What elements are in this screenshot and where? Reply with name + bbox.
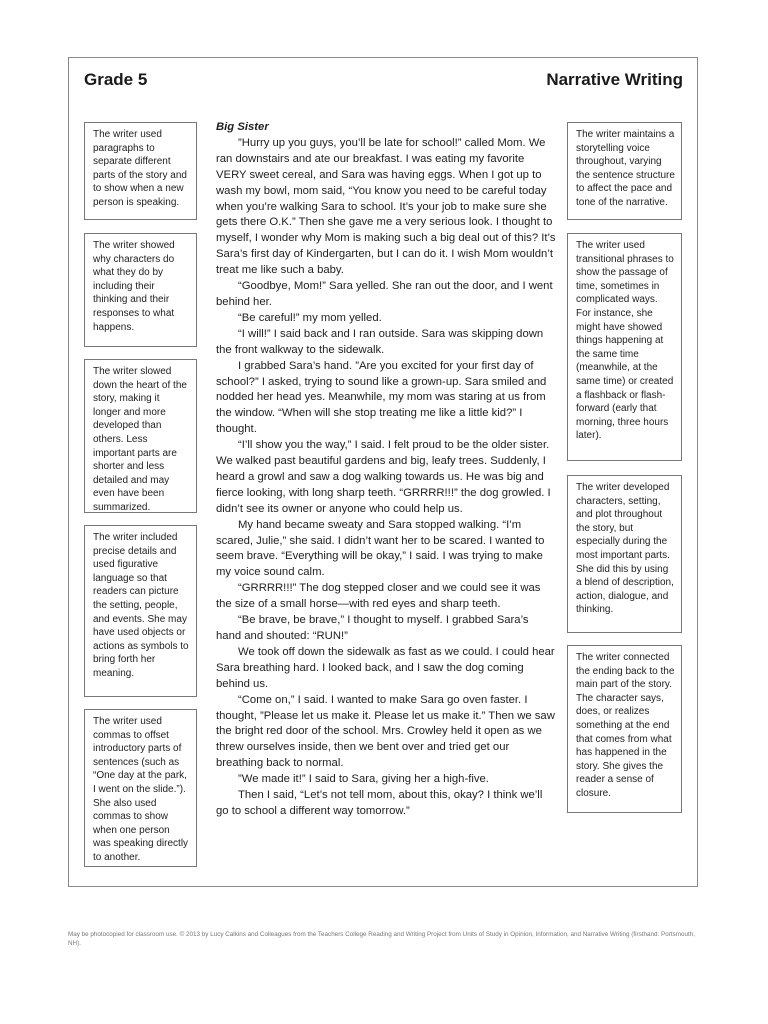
story-text: [216, 120, 556, 820]
left-note-precise-details: [84, 525, 197, 697]
left-note-why-characters: [84, 233, 197, 347]
note-text: The writer slowed down the heart of the story, making it longer and more developed than others. Less important parts are shorter and less detailed and may even have been summarized.: [93, 366, 187, 513]
note-text: The writer connected the ending back to the main part of the story. The character says, does, or realizes something at the end that comes from what has happened in the story. She gives the reader a sense of closure.: [576, 652, 675, 799]
left-note-heart-of-story: [84, 359, 197, 513]
story-title: Big Sister: [216, 121, 269, 133]
right-note-storytelling-voice: [567, 122, 682, 220]
story-paragraph: Then I said, “Let’s not tell mom, about this, okay? I think we’ll go to school a different way tomorrow.”: [216, 789, 543, 817]
right-note-ending: [567, 645, 682, 813]
right-note-transitions: [567, 233, 682, 461]
left-note-commas: [84, 709, 197, 867]
story-paragraph: ”We made it!” I said to Sara, giving her a high-five.: [238, 773, 489, 786]
story-paragraph: “Come on,” I said. I wanted to make Sara go oven faster. I thought, ”Please let us make it. Please let us make it.” Then we saw the bright red door of the school. Mrs. Crowley held it open as we threw ourselves inside, then we bent over and tried get our breathing back to normal.: [216, 693, 555, 770]
note-text: The writer developed characters, setting, and plot throughout the story, but especially during the most important parts. She did this by using a blend of description, action, dialogue, and thinking.: [576, 482, 674, 616]
story-paragraph: My hand became sweaty and Sara stopped walking. “I’m scared, Julie,” she said. I didn’t want her to be scared. I wanted to seem brave. “Everything will be okay,” I said. I was trying to make my voice sound calm.: [216, 518, 545, 579]
left-note-paragraphs: [84, 122, 197, 220]
story-paragraph: We took off down the sidewalk as fast as we could. I could hear Sara breathing hard. I looked back, and I saw the dog coming behind us.: [216, 645, 555, 690]
right-note-development: [567, 475, 682, 633]
genre-title: Narrative Writing: [546, 70, 683, 89]
story-paragraph: ”Hurry up you guys, you’ll be late for school!” called Mom. We ran downstairs and ate our breakfast. I was eating my favorite VERY sweet cereal, and Sara was having eggs. When I got up to wash my bowl, mom said, “You know you need to be careful today when you’re walking Sara to school. It’s your job to make sure she gets there O.K.” Then she gave me a very serious look. I thought to myself, I wonder why Mom is making such a big deal out of this? It’s Sara’s first day of Kindergarten, but I can do it. I wish Mom wouldn’t treat me like such a baby.: [216, 136, 556, 277]
story-paragraph: I grabbed Sara’s hand. ”Are you excited for your first day of school?” I asked, trying to sound like a grown-up. Sara smiled and nodded her head yes. Meanwhile, my mom was staring at us from the window. “When will she stop treating me like a little kid?” I thought.: [216, 359, 547, 436]
copyright-footer: May be photocopied for classroom use. © 2013 by Lucy Calkins and Colleagues from the Teachers College Reading and Writing Project from Units of Study in Opinion, Information, and Narrative Writing (firsthand: Portsmouth, NH).: [68, 931, 695, 947]
note-text: The writer showed why characters do what they do by including their thinking and their responses to what happens.: [93, 240, 175, 333]
note-text: The writer used commas to offset introductory parts of sentences (such as “One day at the park, I went on the slide.”). She also used commas to show when one person was speaking directly to another.: [93, 716, 189, 863]
story-paragraph: “Be brave, be brave,” I thought to myself. I grabbed Sara’s hand and shouted: “RUN!”: [216, 614, 529, 642]
story-paragraph: “Goodbye, Mom!” Sara yelled. She ran out the door, and I went behind her.: [216, 280, 553, 308]
note-text: The writer maintains a storytelling voice throughout, varying the sentence structure to affect the pace and tone of the narrative.: [576, 129, 675, 208]
note-text: The writer used transitional phrases to show the passage of time, sometimes in complicated ways. For instance, she might have showed things happening at the same time (meanwhile, at the same time) or created a flashback or flash-forward (early that morning, three hours later).: [576, 240, 674, 442]
story-paragraph: “Be careful!” my mom yelled.: [238, 311, 382, 324]
note-text: The writer included precise details and used figurative language so that readers can picture the setting, people, and events. She may have used objects or actions as symbols to bring forth her meaning.: [93, 532, 189, 679]
grade-label: Grade 5: [84, 70, 148, 89]
story-paragraph: “I will!” I said back and I ran outside. Sara was skipping down the front walkway to the sidewalk.: [216, 327, 544, 356]
note-text: The writer used paragraphs to separate different parts of the story and to show when a new person is speaking.: [93, 129, 187, 208]
story-paragraph: “I’ll show you the way,” I said. I felt proud to be the older sister. We walked past beautiful gardens and big, leafy trees. Suddenly, I heard a growl and saw a dog walking towards us. He was big and fierce looking, with long sharp teeth. “GRRRR!!!” the dog growled. I didn’t see its owner or anyone who could help us.: [216, 439, 551, 515]
story-paragraph: “GRRRR!!!” The dog stepped closer and we could see it was the size of a small horse—with red eyes and sharp teeth.: [216, 582, 541, 611]
